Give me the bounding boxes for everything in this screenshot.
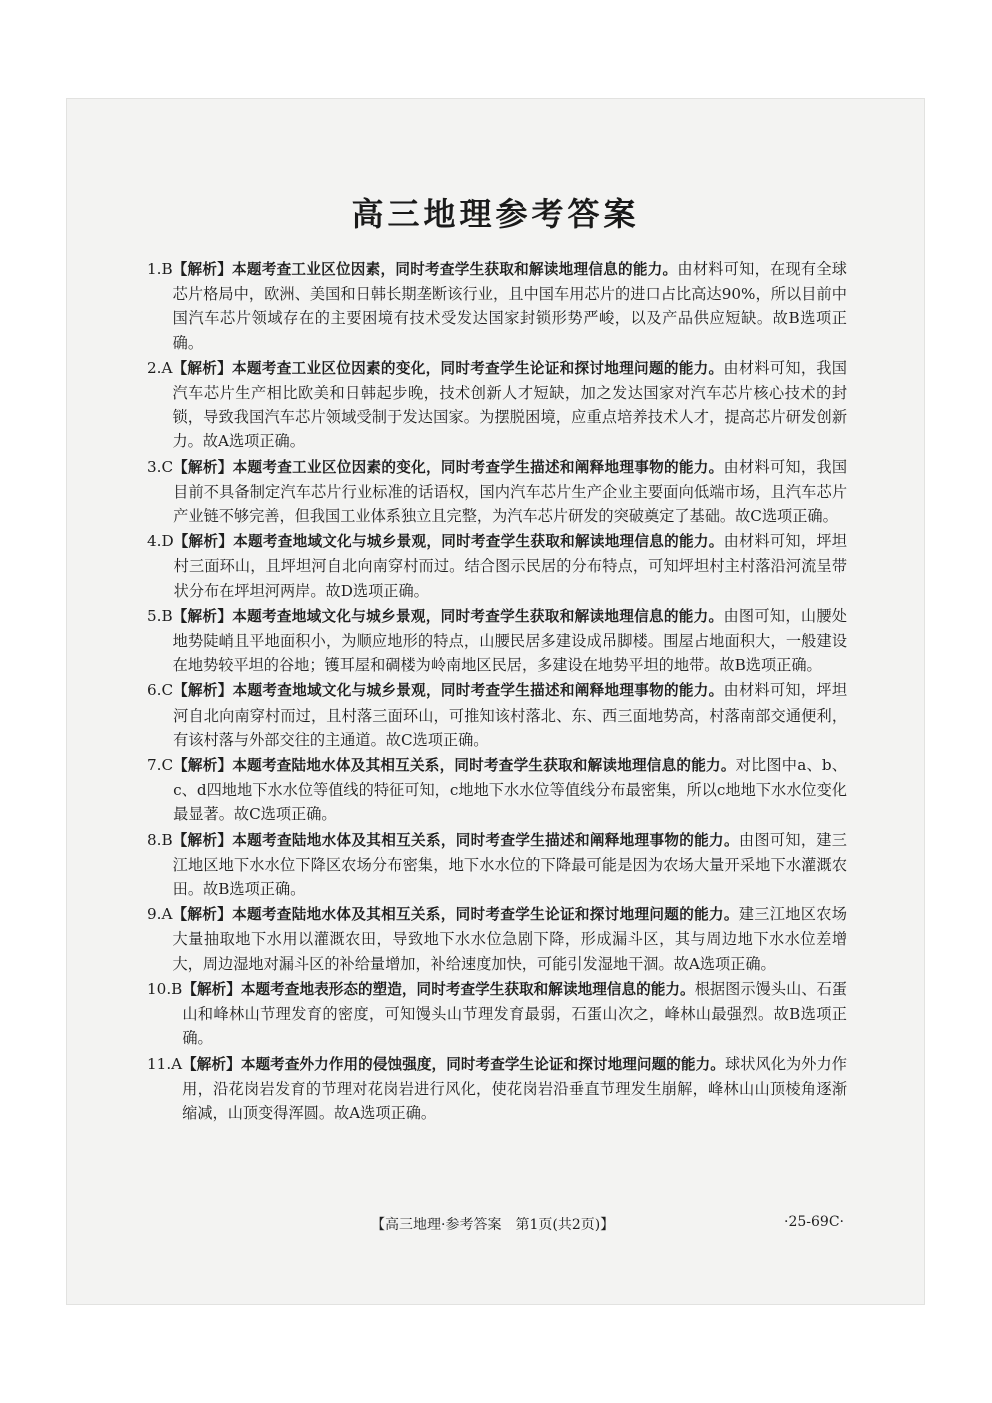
answer-lead: 本题考查工业区位因素的变化，同时考查学生描述和阐释地理事物的能力。: [232, 458, 724, 476]
answer-item-11: [147, 1052, 847, 1126]
answer-number: 7.C: [147, 756, 174, 775]
answer-body: 由图可知，山腰处地势陡峭且平地面积小，为顺应地形的特点，山腰民居多建设成吊脚楼。围屋占地面积大，一般建设在地势较平坦的谷地；镬耳屋和碉楼为岭南地区民居，多建设在地势平坦的地带。故B选项正确。: [172, 606, 847, 675]
answer-text: [173, 678, 847, 752]
footer-page-label: 【高三地理·参考答案 第1页(共2页)】: [371, 1217, 615, 1233]
answer-text: [173, 257, 847, 355]
answer-body: 由材料可知，我国汽车芯片生产相比欧美和日韩起步晚，技术创新人才短缺，加之发达国家对汽车芯片核心技术的封锁，导致我国汽车芯片领域受制于发达国家。为摆脱困境，应重点培养技术人才，提高芯片研发创新力。故A选项正确。: [172, 358, 847, 451]
answer-list: [147, 257, 847, 1126]
answer-number: 3.C: [147, 457, 174, 476]
answer-number: 4.D: [147, 532, 174, 551]
answer-text: [182, 977, 847, 1051]
answer-item-10: [147, 977, 847, 1051]
answer-lead: 本题考查工业区位因素的变化，同时考查学生论证和探讨地理问题的能力。: [232, 359, 724, 377]
answer-item-6: [147, 678, 847, 752]
answer-text: [174, 529, 847, 603]
answer-body: 由材料可知，我国目前不具备制定汽车芯片行业标准的话语权，国内汽车芯片生产企业主要面向低端市场，且汽车芯片产业链不够完善，但我国工业体系独立且完整，为汽车芯片研发的突破奠定了基础。故C选项正确。: [173, 457, 847, 526]
answer-lead: 本题考查陆地水体及其相互关系，同时考查学生获取和解读地理信息的能力。: [232, 757, 736, 775]
answer-lead: 本题考查外力作用的侵蚀强度，同时考查学生论证和探讨地理问题的能力。: [240, 1055, 725, 1073]
answer-number: 9.A: [147, 905, 173, 924]
answer-item-1: [147, 257, 847, 355]
answer-number: 6.C: [147, 681, 174, 700]
answer-lead: 本题考查地域文化与城乡景观，同时考查学生获取和解读地理信息的能力。: [232, 607, 724, 625]
answer-item-3: [147, 455, 847, 529]
analysis-tag: 【解析】: [173, 458, 233, 476]
answer-body: 由图可知，建三江地区地下水水位下降区农场分布密集，地下水水位的下降最可能是因为农场大量开采地下水灌溉农田。故B选项正确。: [172, 830, 847, 899]
answer-number: 10.B: [147, 979, 183, 998]
answer-number: 2.A: [147, 358, 173, 377]
answer-body: 根据图示馒头山、石蛋山和峰林山节理发育的密度，可知馒头山节理发育最弱，石蛋山次之，峰林山最强烈。故B选项正确。: [182, 979, 847, 1048]
answer-number: 1.B: [147, 260, 173, 278]
answer-number: 8.B: [147, 830, 173, 849]
analysis-tag: 【解析】: [172, 359, 233, 377]
answer-item-7: [147, 753, 847, 827]
answer-text: [173, 455, 847, 529]
answer-text: [172, 356, 847, 454]
answer-text: [173, 753, 847, 827]
analysis-tag: 【解析】: [172, 831, 233, 849]
answer-text: [182, 1052, 847, 1126]
answer-body: 由材料可知，在现有全球芯片格局中，欧洲、美国和日韩长期垄断该行业，且中国车用芯片的进口占比高达90%，所以目前中国汽车芯片领域存在的主要困境有技术受发达国家封锁形势严峻，以及产品供应短缺。故B选项正确。: [172, 260, 847, 352]
analysis-tag: 【解析】: [182, 1055, 241, 1073]
answer-item-2: [147, 356, 847, 454]
answer-item-4: [147, 529, 847, 603]
answer-number: 5.B: [147, 606, 173, 625]
answer-text: [173, 604, 847, 678]
answer-body: 对比图中a、b、c、d四地地下水水位等值线的特征可知，c地地下水水位等值线分布最密集，所以c地地下水水位变化最显著。故C选项正确。: [173, 756, 847, 824]
answer-lead: 本题考查地表形态的塑造，同时考查学生获取和解读地理信息的能力。: [240, 980, 695, 998]
answer-text: [172, 902, 847, 976]
answer-body: 由材料可知，坪坦河自北向南穿村而过，且村落三面环山，可推知该村落北、东、西三面地势高，村落南部交通便利，有该村落与外部交往的主通道。故C选项正确。: [173, 681, 847, 749]
footer-code: ·25-69C·: [784, 1214, 844, 1230]
answer-body: 建三江地区农场大量抽取地下水用以灌溉农田，导致地下水水位急剧下降，形成漏斗区，其与周边地下水水位差增大，周边湿地对漏斗区的补给量增加，补给速度加快，可能引发湿地干涸。故A选项正确。: [172, 905, 847, 973]
analysis-tag: 【解析】: [172, 906, 233, 924]
answer-lead: 本题考查地域文化与城乡景观，同时考查学生获取和解读地理信息的能力。: [233, 533, 724, 551]
answer-lead: 本题考查地域文化与城乡景观，同时考查学生描述和阐释地理事物的能力。: [232, 682, 724, 700]
analysis-tag: 【解析】: [182, 980, 241, 998]
answer-lead: 本题考查陆地水体及其相互关系，同时考查学生论证和探讨地理问题的能力。: [232, 906, 739, 924]
answer-lead: 本题考查工业区位因素，同时考查学生获取和解读地理信息的能力。: [232, 261, 678, 278]
answer-item-9: [147, 902, 847, 976]
analysis-tag: 【解析】: [172, 607, 233, 625]
answer-item-5: [147, 604, 847, 678]
answer-body: 由材料可知，坪坦村三面环山，且坪坦河自北向南穿村而过。结合图示民居的分布特点，可知坪坦村主村落沿河流呈带状分布在坪坦河两岸。故D选项正确。: [173, 532, 847, 600]
answer-body: 球状风化为外力作用，沿花岗岩发育的节理对花岗岩进行风化，使花岗岩沿垂直节理发生崩解，峰林山山顶棱角逐渐缩减，山顶变得浑圆。故A选项正确。: [182, 1054, 847, 1122]
answer-text: [173, 828, 847, 902]
page-title: 高三地理参考答案: [351, 195, 640, 233]
answer-sheet: [66, 98, 925, 1305]
analysis-tag: 【解析】: [173, 533, 234, 551]
analysis-tag: 【解析】: [173, 757, 233, 775]
answer-item-8: [147, 828, 847, 902]
answer-number: 11.A: [147, 1054, 183, 1073]
analysis-tag: 【解析】: [173, 682, 233, 700]
answer-lead: 本题考查陆地水体及其相互关系，同时考查学生描述和阐释地理事物的能力。: [232, 831, 739, 849]
analysis-tag: 【解析】: [172, 261, 233, 278]
